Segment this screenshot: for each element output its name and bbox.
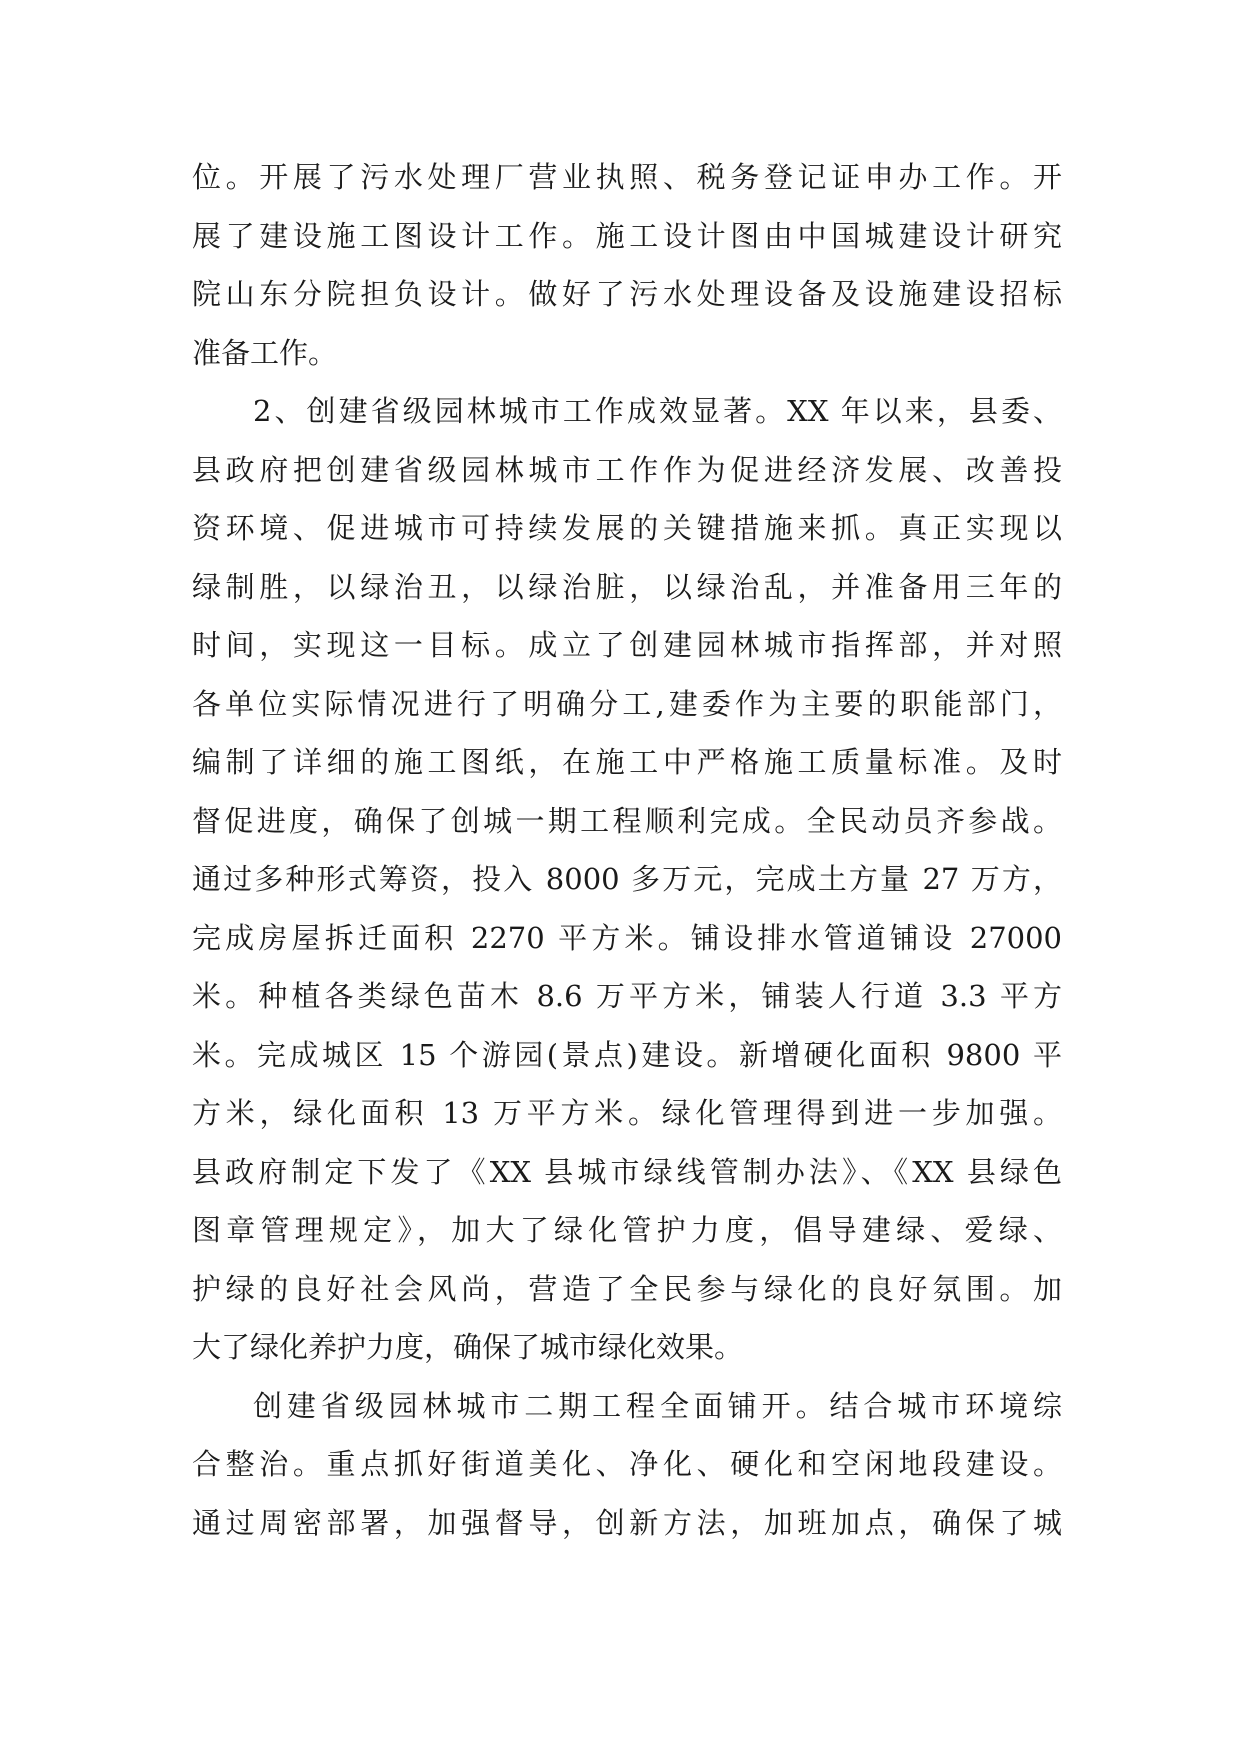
text-line: 县政府把创建省级园林城市工作作为促进经济发展、改善投: [192, 452, 1062, 487]
text-line: 编制了详细的施工图纸，在施工中严格施工质量标准。及时: [192, 745, 1062, 779]
text-line: 大了绿化养护力度，确保了城市绿化效果。: [192, 1330, 744, 1364]
text-line: 准备工作。: [192, 335, 338, 370]
text-line: 米。完成城区 15 个游园(景点)建设。新增硬化面积 9800 平: [192, 1037, 1062, 1072]
text-line: 绿制胜，以绿治丑，以绿治脏，以绿治乱，并准备用三年的: [192, 569, 1062, 604]
paragraph-start-line: 创建省级园林城市二期工程全面铺开。结合城市环境综: [253, 1388, 1062, 1423]
text-line: 合整治。重点抓好街道美化、净化、硬化和空闲地段建设。: [192, 1447, 1062, 1481]
text-line: 护绿的良好社会风尚，营造了全民参与绿化的良好氛围。加: [192, 1271, 1062, 1306]
text-line: 方米，绿化面积 13 万平方米。绿化管理得到进一步加强。: [192, 1096, 1062, 1130]
text-line: 通过周密部署，加强督导，创新方法，加班加点，确保了城: [192, 1505, 1062, 1540]
text-line: 时间，实现这一目标。成立了创建园林城市指挥部，并对照: [192, 628, 1062, 662]
text-line: 位。开展了污水处理厂营业执照、税务登记证申办工作。开: [192, 160, 1062, 194]
text-line: 县政府制定下发了《XX 县城市绿线管制办法》、《XX 县绿色: [192, 1154, 1062, 1189]
text-line: 资环境、促进城市可持续发展的关键措施来抓。真正实现以: [192, 511, 1062, 545]
text-line: 图章管理规定》，加大了绿化管护力度，倡导建绿、爱绿、: [192, 1213, 1062, 1247]
text-line: 通过多种形式筹资，投入 8000 多万元，完成土方量 27 万方，: [192, 862, 1062, 896]
text-line: 展了建设施工图设计工作。施工设计图由中国城建设计研究: [192, 218, 1062, 253]
text-line: 督促进度，确保了创城一期工程顺利完成。全民动员齐参战。: [192, 803, 1062, 838]
paragraph-start-line: 2、创建省级园林城市工作成效显著。XX 年以来，县委、: [253, 394, 1062, 428]
text-line: 完成房屋拆迁面积 2270 平方米。铺设排水管道铺设 27000: [192, 920, 1062, 955]
body-text: [192, 148, 1062, 1552]
text-line: 各单位实际情况进行了明确分工,建委作为主要的职能部门，: [192, 686, 1062, 721]
text-line: 米。种植各类绿色苗木 8.6 万平方米，铺装人行道 3.3 平方: [192, 979, 1062, 1013]
text-line: 院山东分院担负设计。做好了污水处理设备及设施建设招标: [192, 277, 1062, 311]
